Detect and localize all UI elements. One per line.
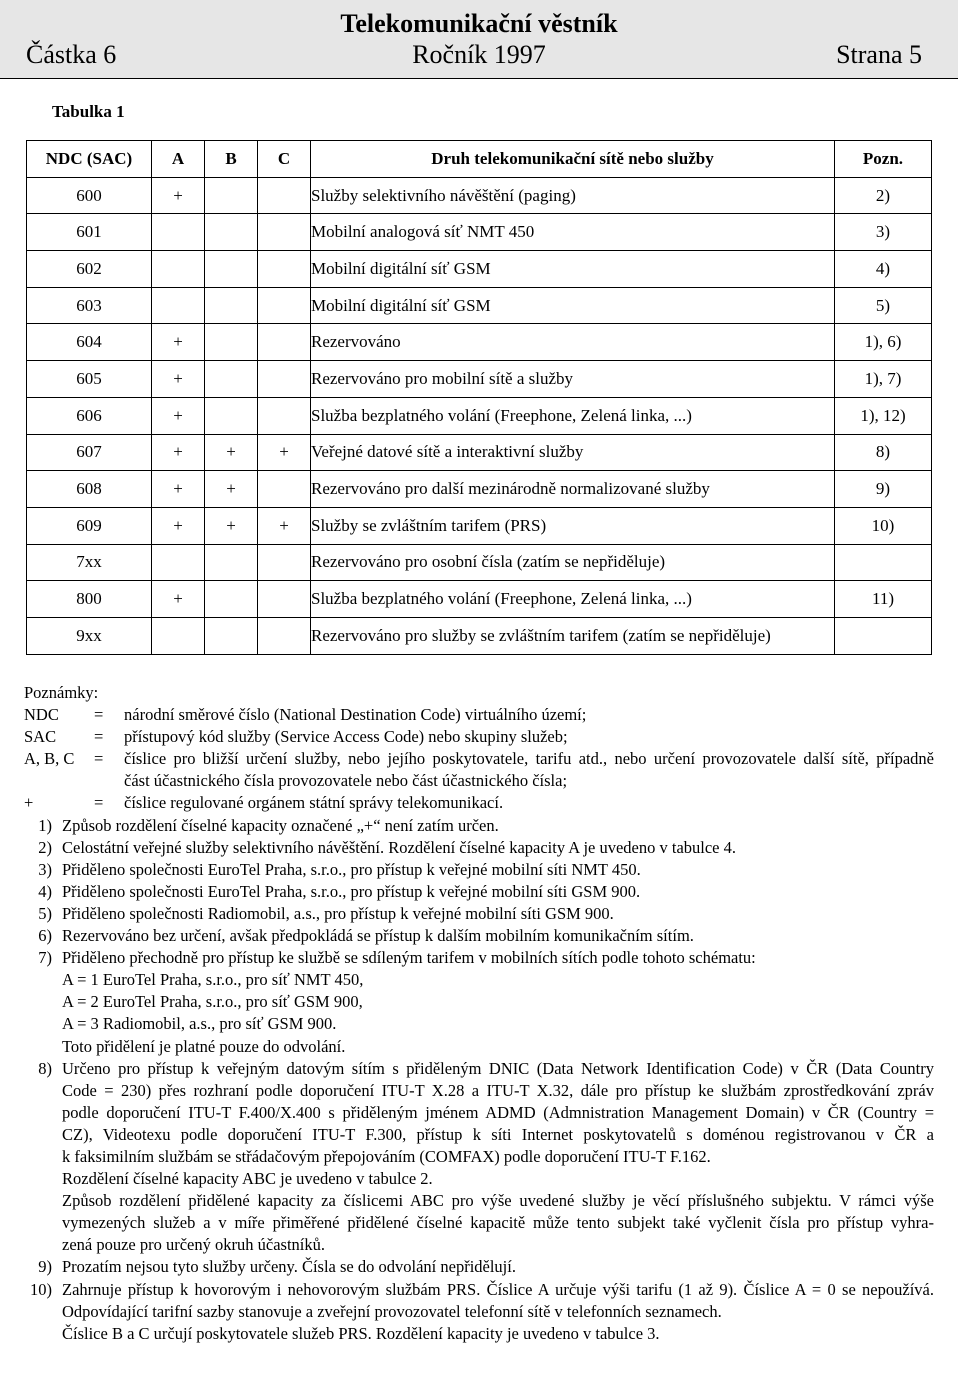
cell-b bbox=[205, 324, 258, 361]
table-row bbox=[27, 397, 932, 434]
cell-b: + bbox=[205, 434, 258, 471]
note-item bbox=[24, 815, 934, 837]
cell-description: Rezervováno bbox=[311, 324, 835, 361]
abbreviation-equals: = bbox=[94, 705, 104, 725]
table-row bbox=[27, 434, 932, 471]
cell-c: + bbox=[258, 434, 311, 471]
note-item bbox=[24, 925, 934, 947]
table-row bbox=[27, 361, 932, 398]
cell-note-ref bbox=[835, 544, 932, 581]
cell-c bbox=[258, 214, 311, 251]
note-text: Přiděleno společnosti Radiomobil, a.s., pro přístup k veřejné mobilní síti GSM 900. bbox=[62, 903, 614, 923]
note-line bbox=[24, 1323, 934, 1345]
note-text: Přiděleno přechodně pro přístup ke službě se sdíleným tarifem v mobilních sítích podle tohoto schématu: bbox=[62, 948, 756, 968]
cell-c: + bbox=[258, 507, 311, 544]
col-header-desc: Druh telekomunikační sítě nebo služby bbox=[311, 141, 835, 178]
cell-note-ref: 3) bbox=[835, 214, 932, 251]
abbreviation-line bbox=[24, 704, 934, 726]
abbreviation-text: národní směrové číslo (National Destination Code) virtuálního území; bbox=[124, 705, 587, 725]
cell-b bbox=[205, 361, 258, 398]
note-item bbox=[24, 881, 934, 903]
table-caption: Tabulka 1 bbox=[52, 102, 125, 121]
note-text: Určeno pro přístup k veřejným datovým sítím s přiděleným DNIC (Data Network Identification Code) v ČR (Data Country bbox=[62, 1058, 934, 1078]
abbreviation-line bbox=[24, 748, 934, 770]
cell-description: Rezervováno pro služby se zvláštním tarifem (zatím se nepřiděluje) bbox=[311, 617, 835, 654]
table-row bbox=[27, 507, 932, 544]
note-subline-text: A = 2 EuroTel Praha, s.r.o., pro síť GSM 900, bbox=[62, 992, 363, 1012]
note-line bbox=[24, 1168, 934, 1190]
cell-ndc: 605 bbox=[27, 361, 152, 398]
cell-note-ref: 10) bbox=[835, 507, 932, 544]
cell-note-ref bbox=[835, 617, 932, 654]
notes-section bbox=[24, 682, 934, 1345]
note-text: Číslice B a C určují poskytovatele služeb PRS. Rozdělení kapacity je uvedeno v tabulce 3. bbox=[62, 1323, 660, 1343]
cell-a: + bbox=[152, 581, 205, 618]
note-line bbox=[24, 1124, 934, 1146]
note-text: zená pouze pro určený okruh účastníků. bbox=[62, 1235, 325, 1255]
cell-note-ref: 9) bbox=[835, 471, 932, 508]
note-text: vymezených služeb a v míře přiměřené přidělené číselné kapacitě může tento subjekt také vyčlenit čísla pro přístup vyhra- bbox=[62, 1213, 934, 1233]
note-number: 2) bbox=[38, 837, 52, 857]
cell-a: + bbox=[152, 177, 205, 214]
note-text: podle doporučení ITU-T F.400/X.400 s přiděleným jménem ADMD (Admnistration Management Domain) v ČR (Country = bbox=[62, 1102, 934, 1122]
cell-ndc: 601 bbox=[27, 214, 152, 251]
cell-description: Služba bezplatného volání (Freephone, Zelená linka, ...) bbox=[311, 397, 835, 434]
cell-note-ref: 11) bbox=[835, 581, 932, 618]
cell-a: + bbox=[152, 397, 205, 434]
note-number: 10) bbox=[30, 1279, 52, 1299]
abbreviation-key: NDC bbox=[24, 705, 59, 725]
note-line bbox=[24, 1212, 934, 1234]
note-number: 4) bbox=[38, 881, 52, 901]
note-line bbox=[24, 1234, 934, 1256]
cell-note-ref: 8) bbox=[835, 434, 932, 471]
col-header-a: A bbox=[152, 141, 205, 178]
cell-description: Služba bezplatného volání (Freephone, Zelená linka, ...) bbox=[311, 581, 835, 618]
cell-b bbox=[205, 287, 258, 324]
journal-title: Telekomunikační věstník bbox=[340, 9, 618, 38]
cell-ndc: 7xx bbox=[27, 544, 152, 581]
cell-ndc: 604 bbox=[27, 324, 152, 361]
cell-b bbox=[205, 397, 258, 434]
cell-description: Mobilní analogová síť NMT 450 bbox=[311, 214, 835, 251]
cell-b bbox=[205, 581, 258, 618]
note-line bbox=[24, 1190, 934, 1212]
note-line bbox=[24, 1301, 934, 1323]
abbreviation-text: část účastnického čísla provozovatele nebo část účastnického čísla; bbox=[124, 771, 568, 791]
cell-ndc: 606 bbox=[27, 397, 152, 434]
abbreviation-line bbox=[24, 726, 934, 748]
abbreviation-line bbox=[24, 792, 934, 814]
cell-ndc: 603 bbox=[27, 287, 152, 324]
note-text: Přiděleno společnosti EuroTel Praha, s.r.o., pro přístup k veřejné mobilní síti NMT 450. bbox=[62, 859, 641, 879]
note-number: 8) bbox=[38, 1058, 52, 1078]
cell-c bbox=[258, 581, 311, 618]
note-subline bbox=[24, 1013, 934, 1035]
note-number: 6) bbox=[38, 926, 52, 946]
cell-note-ref: 1), 7) bbox=[835, 361, 932, 398]
abbreviation-text: přístupový kód služby (Service Access Code) nebo skupiny služeb; bbox=[124, 727, 568, 747]
note-subline-text: A = 3 Radiomobil, a.s., pro síť GSM 900. bbox=[62, 1014, 337, 1034]
table-row bbox=[27, 287, 932, 324]
cell-a bbox=[152, 251, 205, 288]
cell-description: Veřejné datové sítě a interaktivní služby bbox=[311, 434, 835, 471]
issue-year: Ročník 1997 bbox=[412, 40, 546, 69]
table-header-row bbox=[27, 141, 932, 178]
table-row bbox=[27, 324, 932, 361]
table-row bbox=[27, 544, 932, 581]
note-text: Zahrnuje přístup k hovorovým i nehovorovým službám PRS. Číslice A určuje výši tarifu (1 až 9). Číslice A = 0 se nepoužívá. bbox=[62, 1279, 934, 1299]
table-row bbox=[27, 581, 932, 618]
note-number: 3) bbox=[38, 859, 52, 879]
cell-description: Služby se zvláštním tarifem (PRS) bbox=[311, 507, 835, 544]
note-text: Prozatím nejsou tyto služby určeny. Čísla se do odvolání nepřidělují. bbox=[62, 1257, 516, 1277]
cell-b: + bbox=[205, 507, 258, 544]
cell-a bbox=[152, 287, 205, 324]
cell-c bbox=[258, 251, 311, 288]
cell-b: + bbox=[205, 471, 258, 508]
note-number: 9) bbox=[38, 1257, 52, 1277]
cell-c bbox=[258, 177, 311, 214]
page-header bbox=[0, 0, 958, 79]
cell-ndc: 800 bbox=[27, 581, 152, 618]
abbreviation-key: SAC bbox=[24, 727, 57, 747]
note-line bbox=[24, 1146, 934, 1168]
note-item bbox=[24, 903, 934, 925]
cell-description: Rezervováno pro další mezinárodně normalizované služby bbox=[311, 471, 835, 508]
note-subline bbox=[24, 991, 934, 1013]
table-row bbox=[27, 214, 932, 251]
cell-a: + bbox=[152, 471, 205, 508]
note-text: Celostátní veřejné služby selektivního návěštění. Rozdělení číselné kapacity A je uvedeno v tabulce 4. bbox=[62, 837, 737, 857]
note-subline-text: Toto přidělení je platné pouze do odvolání. bbox=[62, 1036, 346, 1056]
abbreviation-key: A, B, C bbox=[24, 749, 75, 769]
note-line bbox=[24, 1080, 934, 1102]
cell-description: Služby selektivního návěštění (paging) bbox=[311, 177, 835, 214]
cell-note-ref: 1), 12) bbox=[835, 397, 932, 434]
abbreviation-text: číslice regulované orgánem státní správy telekomunikací. bbox=[124, 793, 504, 813]
abbreviation-equals: = bbox=[94, 749, 104, 769]
cell-description: Rezervováno pro mobilní sítě a služby bbox=[311, 361, 835, 398]
note-subline bbox=[24, 969, 934, 991]
cell-note-ref: 5) bbox=[835, 287, 932, 324]
note-text: k faksimilním službám se střádačovým přepojováním (COMFAX) podle doporučení ITU-T F.162. bbox=[62, 1146, 711, 1166]
table-row bbox=[27, 617, 932, 654]
notes-heading: Poznámky: bbox=[24, 683, 99, 702]
col-header-c: C bbox=[258, 141, 311, 178]
cell-a bbox=[152, 544, 205, 581]
note-text: Odpovídající tarifní sazby stanovuje a zveřejní provozovatel telefonní sítě v telefonních seznamech. bbox=[62, 1301, 722, 1321]
cell-description: Mobilní digitální síť GSM bbox=[311, 287, 835, 324]
note-line bbox=[24, 1058, 934, 1080]
note-text: Způsob rozdělení číselné kapacity označené „+“ není zatím určen. bbox=[62, 815, 499, 835]
cell-c bbox=[258, 324, 311, 361]
note-line bbox=[24, 1102, 934, 1124]
cell-b bbox=[205, 177, 258, 214]
note-number: 7) bbox=[38, 948, 52, 968]
cell-b bbox=[205, 214, 258, 251]
cell-description: Mobilní digitální síť GSM bbox=[311, 251, 835, 288]
cell-note-ref: 2) bbox=[835, 177, 932, 214]
cell-ndc: 607 bbox=[27, 434, 152, 471]
note-item bbox=[24, 947, 934, 969]
note-text: Rozdělení číselné kapacity ABC je uvedeno v tabulce 2. bbox=[62, 1169, 433, 1189]
note-text: Code = 230) přes rozhraní podle doporučení ITU-T X.28 a ITU-T X.32, dále pro přístup ke službám zprostředkování zpráv bbox=[62, 1080, 934, 1100]
note-item bbox=[24, 837, 934, 859]
abbreviation-equals: = bbox=[94, 793, 104, 813]
cell-a: + bbox=[152, 507, 205, 544]
col-header-b: B bbox=[205, 141, 258, 178]
note-text: Způsob rozdělení přidělené kapacity za číslicemi ABC pro výše uvedené služby je věcí příslušného subjektu. V rámci výše bbox=[62, 1191, 934, 1211]
note-number: 1) bbox=[38, 815, 52, 835]
cell-b bbox=[205, 544, 258, 581]
cell-ndc: 600 bbox=[27, 177, 152, 214]
cell-a bbox=[152, 214, 205, 251]
abbreviation-line bbox=[24, 770, 934, 792]
col-header-ndc: NDC (SAC) bbox=[27, 141, 152, 178]
cell-ndc: 602 bbox=[27, 251, 152, 288]
abbreviation-equals: = bbox=[94, 727, 104, 747]
cell-note-ref: 4) bbox=[835, 251, 932, 288]
ndc-table bbox=[26, 140, 932, 655]
note-text: Rezervováno bez určení, avšak předpokládá se přístup k dalším mobilním komunikačním sítím. bbox=[62, 926, 694, 946]
page-number: Strana 5 bbox=[836, 40, 922, 69]
table-row bbox=[27, 251, 932, 288]
note-item bbox=[24, 859, 934, 881]
abbreviation-text: číslice pro bližší určení služby, nebo jejího poskytovatele, tarifu atd., nebo určení provozovatele další sítě, případně bbox=[124, 749, 934, 769]
cell-ndc: 609 bbox=[27, 507, 152, 544]
note-text: Přiděleno společnosti EuroTel Praha, s.r.o., pro přístup k veřejné mobilní síti GSM 900. bbox=[62, 881, 641, 901]
cell-b bbox=[205, 251, 258, 288]
issue-part: Částka 6 bbox=[26, 40, 117, 69]
cell-c bbox=[258, 287, 311, 324]
table-row bbox=[27, 177, 932, 214]
cell-b bbox=[205, 617, 258, 654]
note-item bbox=[24, 1256, 934, 1278]
note-number: 5) bbox=[38, 903, 52, 923]
cell-a: + bbox=[152, 324, 205, 361]
note-text: CZ), Videotexu podle doporučení ITU-T F.300, přístup k síti Internet poskytovatelů s doménou registrovanou v ČR a bbox=[62, 1124, 934, 1144]
table-row bbox=[27, 471, 932, 508]
cell-c bbox=[258, 544, 311, 581]
cell-ndc: 9xx bbox=[27, 617, 152, 654]
cell-note-ref: 1), 6) bbox=[835, 324, 932, 361]
cell-a bbox=[152, 617, 205, 654]
cell-c bbox=[258, 397, 311, 434]
cell-a: + bbox=[152, 434, 205, 471]
cell-c bbox=[258, 361, 311, 398]
cell-c bbox=[258, 471, 311, 508]
cell-description: Rezervováno pro osobní čísla (zatím se nepřiděluje) bbox=[311, 544, 835, 581]
cell-c bbox=[258, 617, 311, 654]
col-header-pozn: Pozn. bbox=[835, 141, 932, 178]
abbreviation-key: + bbox=[24, 793, 34, 813]
note-subline bbox=[24, 1036, 934, 1058]
note-line bbox=[24, 1279, 934, 1301]
cell-ndc: 608 bbox=[27, 471, 152, 508]
note-subline-text: A = 1 EuroTel Praha, s.r.o., pro síť NMT 450, bbox=[62, 970, 364, 990]
cell-a: + bbox=[152, 361, 205, 398]
